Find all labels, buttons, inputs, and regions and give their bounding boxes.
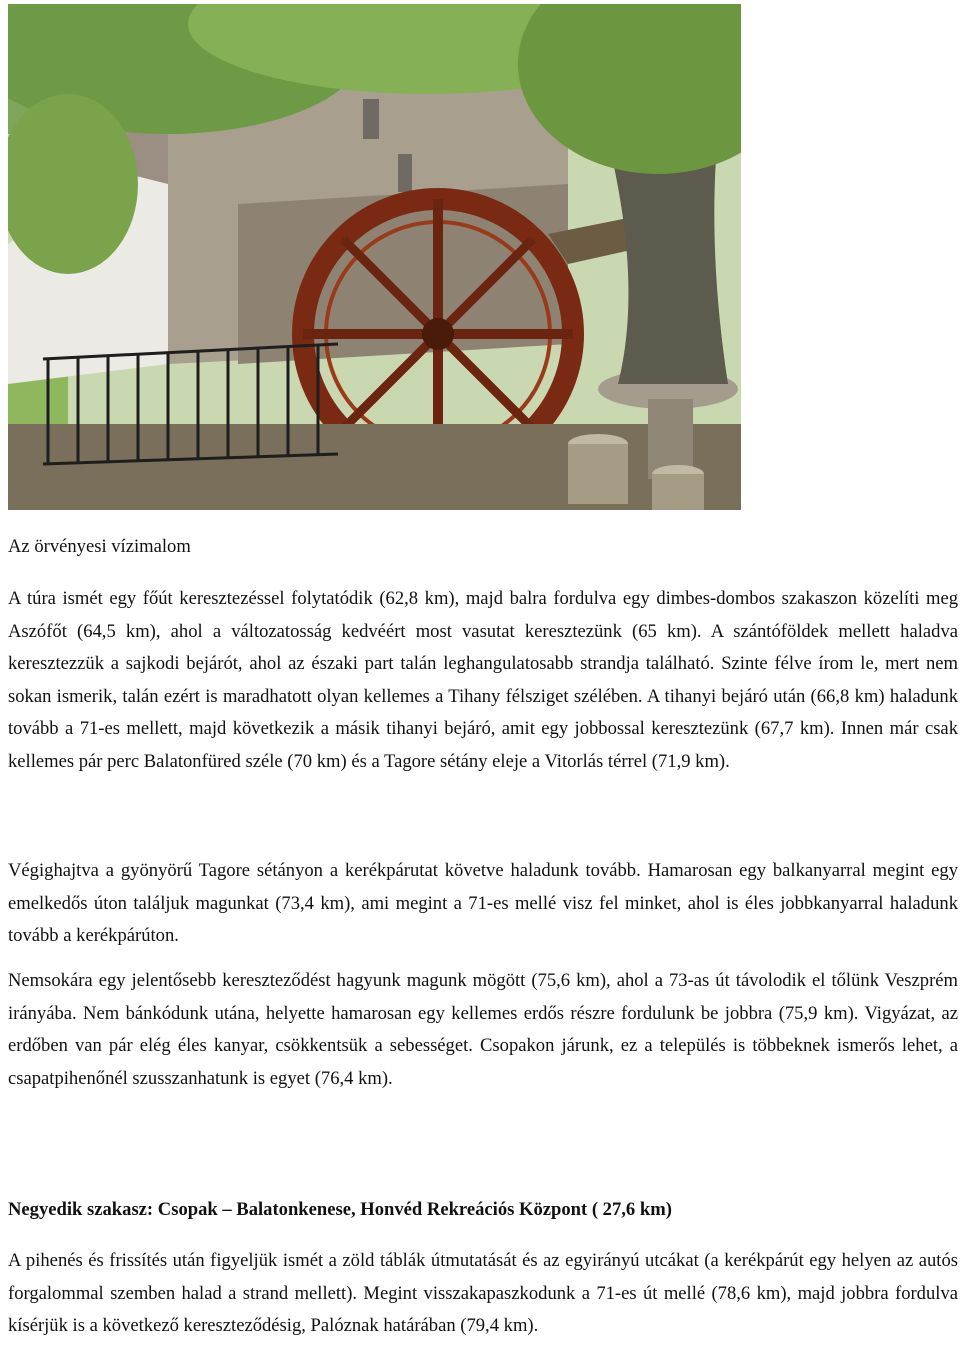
water-mill-photo: [8, 4, 741, 510]
paragraph: A túra ismét egy főút keresztezéssel folytatódik (62,8 km), majd balra fordulva egy dimbes-dombos szakaszon közelíti meg Aszófőt (64,5 km), ahol a változatosság kedvéért most vasutat keresztezünk (65 km). A szántóföldek mellett haladva keresztezzük a sajkodi bejárót, ahol az északi part talán leghangulatosabb strandja található. Szinte félve írom le, mert nem sokan ismerik, talán ezért is maradhatott olyan kellemes a Tihany félsziget szélében. A tihanyi bejáró után (66,8 km) haladunk tovább a 71-es mellett, majd következik a másik tihanyi bejáró, amit egy jobbossal keresztezünk (67,7 km). Innen már csak kellemes pár perc Balatonfüred széle (70 km) és a Tagore sétány eleje a Vitorlás térrel (71,9 km).: [8, 588, 958, 772]
photo-caption: Az örvényesi vízimalom: [8, 536, 191, 557]
paragraph: Végighajtva a gyönyörű Tagore sétányon a kerékpárutat követve haladunk tovább. Hamarosan egy balkanyarral megint egy emelkedős úton találjuk magunkat (73,4 km), ami megint a 71-es mellé visz fel minket, ahol is éles jobbkanyarral haladunk tovább a kerékpárúton.: [8, 860, 958, 946]
paragraph: A pihenés és frissítés után figyeljük ismét a zöld táblák útmutatását és az egyirányú utcákat (a kerékpárút egy helyen az autós forgalommal szemben halad a strand mellett). Megint visszakapaszkodunk a 71-es út mellé (78,6 km), majd jobbra fordulva kísérjük is a következő kereszteződésig, Palóznak határában (79,4 km).: [8, 1250, 958, 1336]
paragraph: Nemsokára egy jelentősebb kereszteződést hagyunk magunk mögött (75,6 km), ahol a 73-as út távolodik el tőlünk Veszprém irányába. Nem bánkódunk utána, helyette hamarosan egy kellemes erdős részre fordulunk be jobbra (75,9 km). Vigyázat, az erdőben van pár elég éles kanyar, csökkentsük a sebességet. Csopakon járunk, ez a település is többeknek ismerős lehet, a csapatpihenőnél szusszanhatunk is egyet (76,4 km).: [8, 970, 958, 1089]
water-mill-illustration: [8, 4, 741, 510]
section-heading: Negyedik szakasz: Csopak – Balatonkenese, Honvéd Rekreációs Központ ( 27,6 km): [8, 1199, 672, 1220]
